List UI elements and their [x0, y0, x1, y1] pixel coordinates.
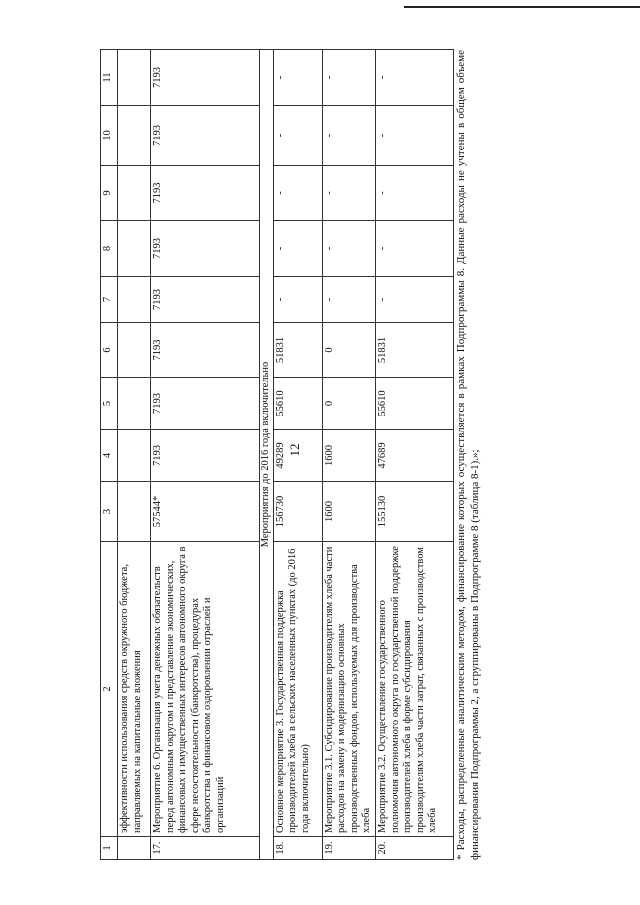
header-cell: 10: [101, 106, 118, 166]
row-number: 20.: [375, 837, 453, 860]
value-cell: -: [273, 221, 322, 277]
value-cell: 1600: [322, 482, 375, 542]
value-cell: -: [375, 277, 453, 323]
value-cell: 7193: [151, 166, 260, 221]
value-cell: -: [375, 221, 453, 277]
budget-table: [100, 49, 454, 860]
header-row: [101, 50, 118, 860]
row-name: Мероприятие 6. Организация учета денежных обязательств перед автономным округом и представление экономических, финансовых и имущественных интересов автономного округа в сфере несостоятельности (банкротства), процедурах банкротства и финансовом оздоровлении отраслей и организаций: [151, 542, 260, 837]
value-cell: 51831: [273, 323, 322, 378]
row-number: 19.: [322, 837, 375, 860]
row-name: Основное мероприятие 3. Государственная поддержка производителей хлеба в сельских населенных пунктах (до 2016 года включительно): [273, 542, 322, 837]
header-cell: 6: [101, 323, 118, 378]
header-cell: 11: [101, 50, 118, 106]
value-cell: 7193: [151, 323, 260, 378]
row-number: [118, 837, 151, 860]
table-row-18: [273, 50, 322, 860]
row-number: 18.: [273, 837, 322, 860]
value-cell: -: [273, 50, 322, 106]
value-cell: [118, 323, 151, 378]
header-cell: 7: [101, 277, 118, 323]
value-cell: 7193: [151, 106, 260, 166]
value-cell: -: [375, 50, 453, 106]
row-name: эффективности использования средств окружного бюджета, направляемых на капитальные вложения: [118, 542, 151, 837]
rotated-page-content: [100, 50, 481, 860]
table-row-continuation: [118, 50, 151, 860]
value-cell: [118, 221, 151, 277]
top-rule: [404, 6, 640, 8]
value-cell: 49289: [273, 430, 322, 482]
value-cell: -: [322, 106, 375, 166]
value-cell: 57544*: [151, 482, 260, 542]
table-row-19: [322, 50, 375, 860]
value-cell: 47689: [375, 430, 453, 482]
header-cell: 4: [101, 430, 118, 482]
value-cell: [118, 106, 151, 166]
value-cell: 51831: [375, 323, 453, 378]
value-cell: [118, 482, 151, 542]
value-cell: 55610: [375, 378, 453, 430]
value-cell: 55610: [273, 378, 322, 430]
section-header-row: [260, 50, 274, 860]
value-cell: [118, 277, 151, 323]
value-cell: 0: [322, 323, 375, 378]
value-cell: -: [375, 166, 453, 221]
value-cell: -: [273, 166, 322, 221]
value-cell: 1600: [322, 430, 375, 482]
value-cell: 7193: [151, 277, 260, 323]
value-cell: 0: [322, 378, 375, 430]
value-cell: -: [273, 277, 322, 323]
value-cell: -: [273, 106, 322, 166]
header-cell: 8: [101, 221, 118, 277]
value-cell: 155130: [375, 482, 453, 542]
value-cell: [118, 430, 151, 482]
table-row-20: [375, 50, 453, 860]
row-name: Мероприятие 3.1. Субсидирование производителям хлеба части расходов на замену и модернизацию основных производственных фондов, используемых для производства хлеба: [322, 542, 375, 837]
header-cell: 2: [101, 542, 118, 837]
value-cell: -: [322, 50, 375, 106]
value-cell: 156730: [273, 482, 322, 542]
page-number: 12: [287, 443, 302, 457]
row-name: Мероприятие 3.2. Осуществление государственного полномочия автономного округа по государственной поддержке производителей хлеба в форме субсидирования производителям хлеба части затрат, связанных с производством хлеба: [375, 542, 453, 837]
value-cell: -: [322, 221, 375, 277]
value-cell: -: [375, 106, 453, 166]
value-cell: 7193: [151, 50, 260, 106]
row-number: 17.: [151, 837, 260, 860]
value-cell: [118, 50, 151, 106]
value-cell: 7193: [151, 221, 260, 277]
header-cell: 3: [101, 482, 118, 542]
value-cell: 7193: [151, 430, 260, 482]
table-row-17: [151, 50, 260, 860]
header-cell: 9: [101, 166, 118, 221]
value-cell: -: [322, 166, 375, 221]
footnote: * Расходы, распределенные аналитическим методом, финансирование которых осуществляется в рамках Подпрограммы 8. Данные расходы не учтены в общем объеме финансирования Подпрограммы 2, а сгруппированы в Подпрограмме 8 (таблица 8-1).»;: [455, 50, 481, 860]
section-title: Мероприятия до 2016 года включительно: [260, 50, 274, 860]
header-cell: 1: [101, 837, 118, 860]
value-cell: -: [322, 277, 375, 323]
header-cell: 5: [101, 378, 118, 430]
value-cell: [118, 378, 151, 430]
value-cell: 7193: [151, 378, 260, 430]
value-cell: [118, 166, 151, 221]
